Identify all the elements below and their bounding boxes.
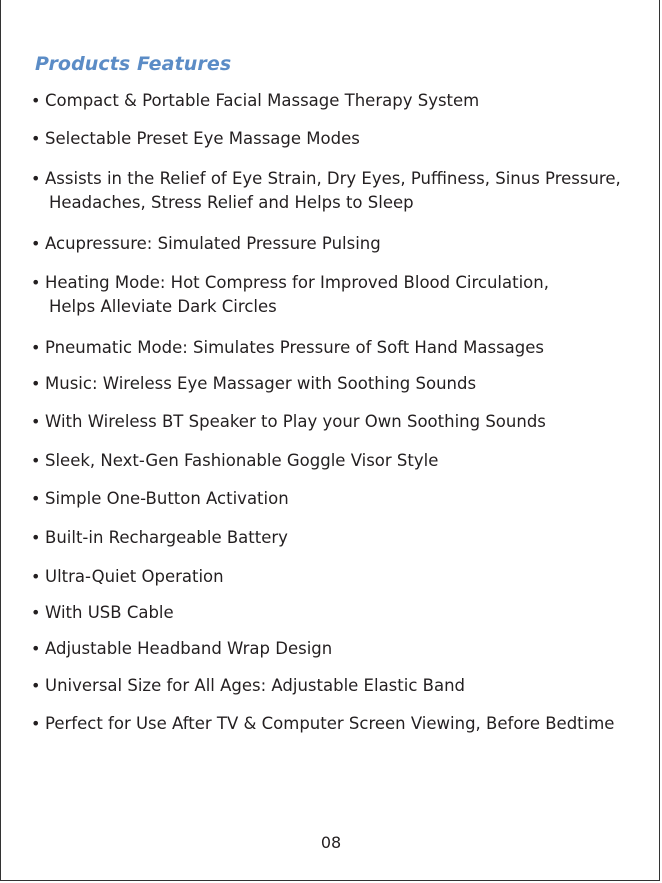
feature-item <box>31 601 656 625</box>
feature-item <box>31 232 656 256</box>
feature-item <box>31 674 656 698</box>
feature-item <box>31 487 656 511</box>
bullet-icon: • <box>31 676 41 695</box>
bullet-icon: • <box>31 273 41 292</box>
feature-item <box>31 712 656 736</box>
feature-text: Assists in the Relief of Eye Strain, Dry Eyes, Puffiness, Sinus Pressure, <box>45 169 621 188</box>
feature-item <box>31 526 656 550</box>
bullet-icon: • <box>31 567 41 586</box>
feature-text-continued: Headaches, Stress Relief and Helps to Sleep <box>49 193 414 212</box>
feature-text: Music: Wireless Eye Massager with Soothing Sounds <box>45 374 477 393</box>
feature-text: Simple One-Button Activation <box>45 489 289 508</box>
feature-text: Perfect for Use After TV & Computer Screen Viewing, Before Bedtime <box>45 714 615 733</box>
bullet-icon: • <box>31 528 41 547</box>
feature-item <box>31 410 656 434</box>
feature-item <box>31 637 656 661</box>
feature-item <box>31 449 656 473</box>
page-title: Products Features <box>35 53 232 75</box>
feature-text: Pneumatic Mode: Simulates Pressure of Soft Hand Massages <box>45 338 545 357</box>
bullet-icon: • <box>31 129 41 148</box>
feature-item <box>31 372 656 396</box>
bullet-icon: • <box>31 489 41 508</box>
bullet-icon: • <box>31 234 41 253</box>
feature-text: Universal Size for All Ages: Adjustable Elastic Band <box>45 676 466 695</box>
feature-text-continued: Helps Alleviate Dark Circles <box>49 297 277 316</box>
feature-item <box>31 271 656 319</box>
feature-item <box>31 167 656 215</box>
feature-item <box>31 89 656 113</box>
feature-item <box>31 336 656 360</box>
bullet-icon: • <box>31 374 41 393</box>
bullet-icon: • <box>31 603 41 622</box>
feature-item <box>31 565 656 589</box>
page-number: 08 <box>320 833 342 852</box>
feature-text: Built-in Rechargeable Battery <box>45 528 288 547</box>
bullet-icon: • <box>31 169 41 188</box>
bullet-icon: • <box>31 639 41 658</box>
feature-text: With Wireless BT Speaker to Play your Own Soothing Sounds <box>45 412 546 431</box>
bullet-icon: • <box>31 451 41 470</box>
feature-text: Selectable Preset Eye Massage Modes <box>45 129 360 148</box>
feature-text: Acupressure: Simulated Pressure Pulsing <box>45 234 381 253</box>
feature-text: Sleek, Next-Gen Fashionable Goggle Visor Style <box>45 451 439 470</box>
feature-text: Adjustable Headband Wrap Design <box>45 639 333 658</box>
bullet-icon: • <box>31 91 41 110</box>
feature-text: Compact & Portable Facial Massage Therapy System <box>45 91 480 110</box>
feature-text: Ultra-Quiet Operation <box>45 567 224 586</box>
bullet-icon: • <box>31 714 41 733</box>
feature-text: Heating Mode: Hot Compress for Improved Blood Circulation, <box>45 273 549 292</box>
feature-text: With USB Cable <box>45 603 174 622</box>
bullet-icon: • <box>31 338 41 357</box>
bullet-icon: • <box>31 412 41 431</box>
feature-item <box>31 127 656 151</box>
